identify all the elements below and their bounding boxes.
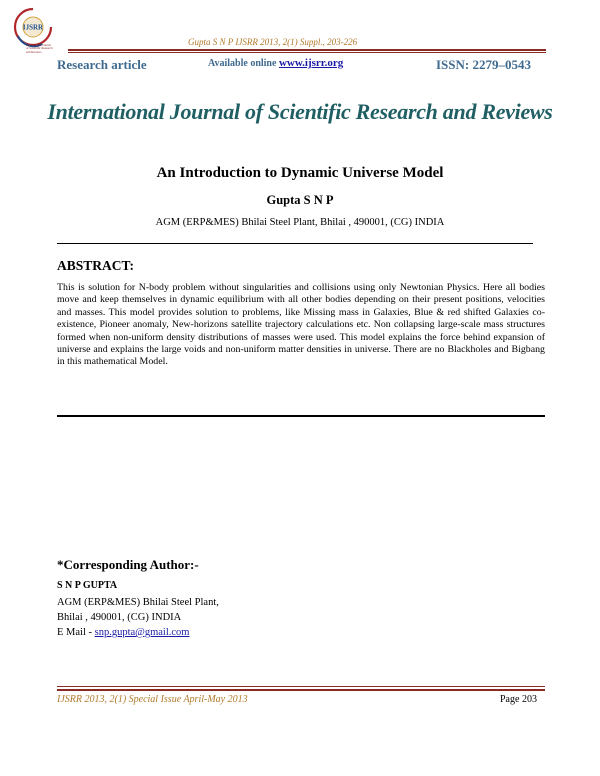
- footer-rule-thin: [57, 686, 545, 687]
- logo-emblem-icon: [12, 6, 54, 48]
- header-rule-thin: [68, 52, 546, 53]
- journal-logo: [10, 4, 62, 58]
- footer-citation: IJSRR 2013, 2(1) Special Issue April-May 2013: [57, 694, 248, 705]
- footer-rule: [57, 689, 545, 691]
- author-name: Gupta S N P: [266, 193, 334, 207]
- author-affiliation: AGM (ERP&MES) Bhilai Steel Plant, Bhilai , 490001, (CG) INDIA: [155, 217, 445, 228]
- issn: ISSN: 2279–0543: [436, 57, 531, 72]
- corresponding-address-line-1: AGM (ERP&MES) Bhilai Steel Plant,: [57, 597, 219, 608]
- abstract-rule: [57, 415, 545, 417]
- available-online: [208, 57, 343, 69]
- email-label: E Mail -: [57, 627, 95, 638]
- corresponding-address-line-2: Bhilai , 490001, (CG) INDIA: [57, 612, 182, 623]
- corresponding-email: [57, 627, 189, 638]
- journal-website-link[interactable]: www.ijsrr.org: [278, 57, 344, 69]
- article-type: Research article: [57, 57, 147, 72]
- abstract-body: This is solution for N-body problem without singularities and collisions using only Newtonian Physics. Here all bodies move and keep themselves in dynamic equilibrium with all other bodies depending on their present positions, velocities and masses. This model provides solution to problems, like Missing mass in Galaxies, Blue & red shifted Galaxies co-existence, Pioneer anomaly, New-horizons satellite trajectory calculations etc. Non collapsing large-scale mass structures formed when non-uniform density distributions of masses were used. This model explains the force behind expansion of universe and explains the large voids and non-uniform matter densities in universe. There are no Blackholes and Bigbang in this mathematical Model.: [57, 282, 545, 368]
- page-number: Page 203: [500, 694, 537, 705]
- affiliation-rule: [57, 243, 533, 244]
- running-head: Gupta S N P IJSRR 2013, 2(1) Suppl., 203-226: [188, 37, 358, 47]
- email-link[interactable]: snp.gupta@gmail.com: [94, 627, 190, 638]
- corresponding-author-heading: *Corresponding Author:-: [57, 557, 199, 572]
- logo-caption: International Journal of Scientific Research and Reviews: [26, 43, 53, 54]
- corresponding-author-name: S N P GUPTA: [57, 580, 118, 591]
- header-rule: [68, 49, 546, 51]
- available-online-label: Available online: [208, 58, 277, 69]
- paper-title: An Introduction to Dynamic Universe Model: [156, 165, 444, 181]
- journal-title: International Journal of Scientific Research and Reviews: [47, 99, 553, 124]
- abstract-heading: ABSTRACT:: [57, 258, 135, 273]
- logo-text: IJSRR: [22, 23, 44, 32]
